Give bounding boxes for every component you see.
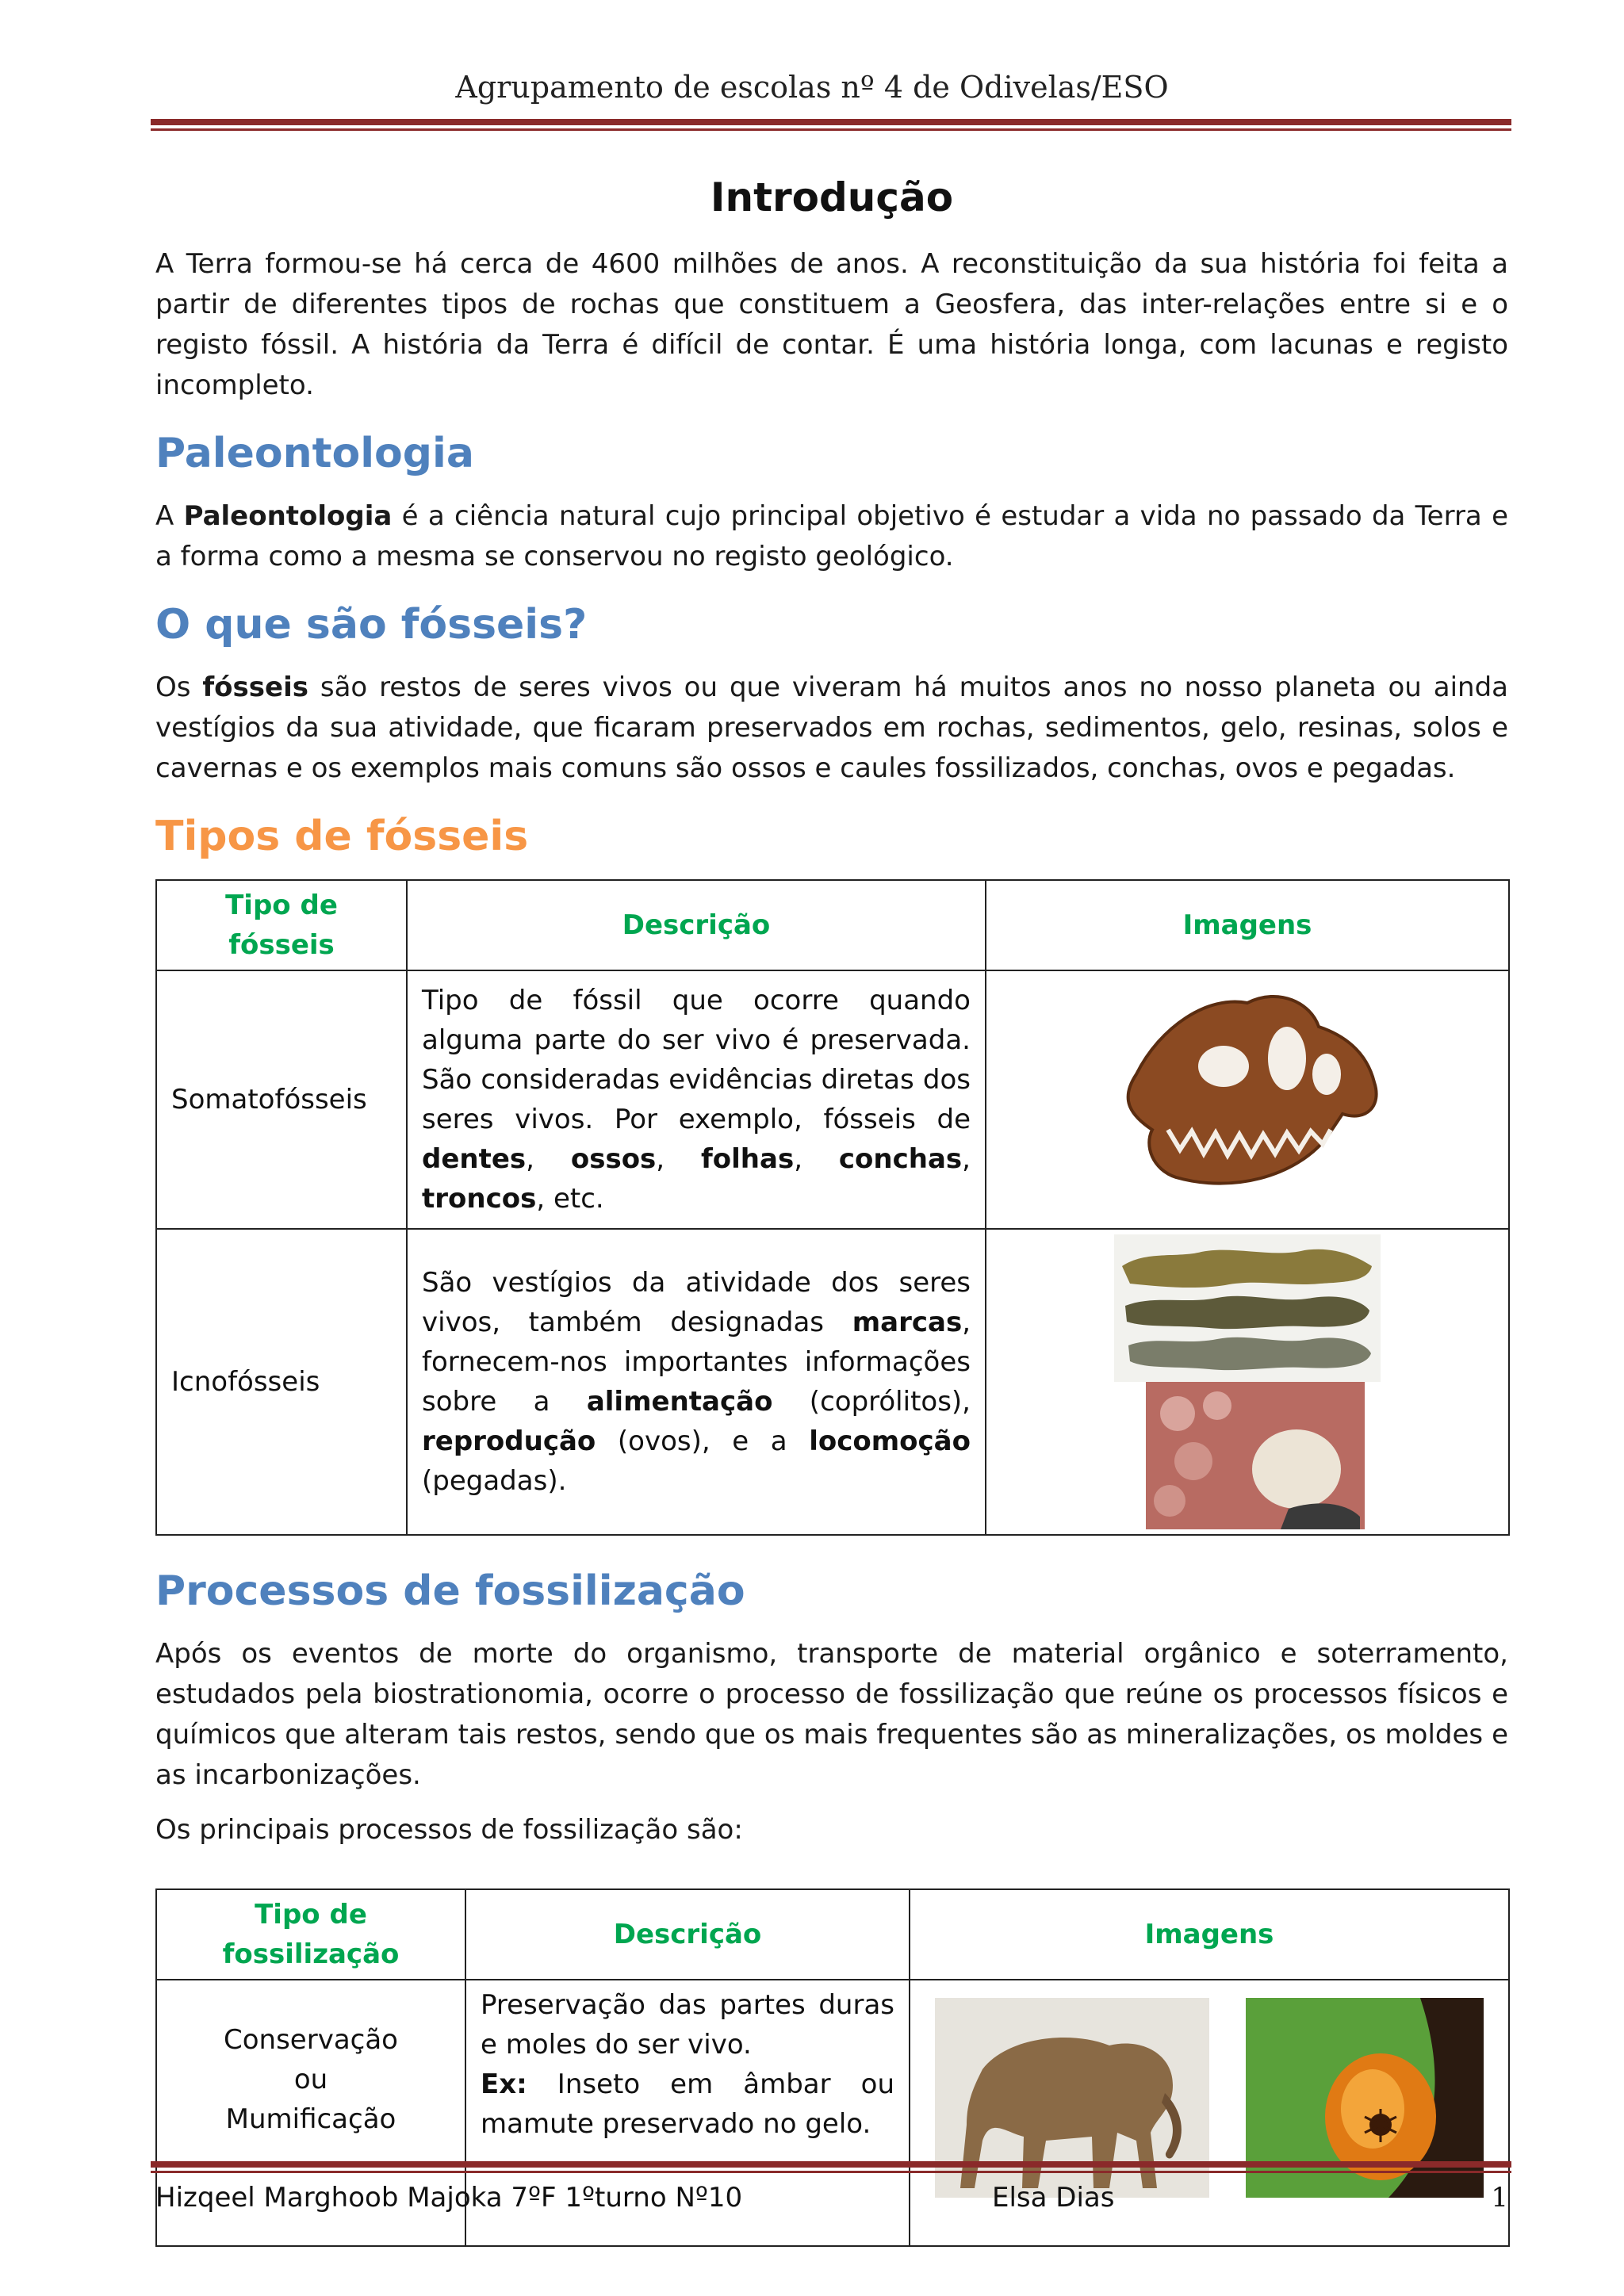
processos-heading: Processos de fossilização (155, 1567, 745, 1615)
text-span: , (962, 1143, 971, 1175)
processos-paragraph: Após os eventos de morte do organismo, transporte de material orgânico e soterramento, estudados pela biostrationomia, ocorre o processo de fossilização que reúne os processos físicos e químicos que alteram tais restos, sendo que os mais frequentes são as mineralizações, os moldes e as incarbonizações. (155, 1638, 1508, 1791)
bold-term: folhas (701, 1143, 795, 1175)
coprolites-image (1114, 1234, 1381, 1382)
page-number: 1 (1491, 2182, 1508, 2214)
intro-title: Introdução (710, 174, 954, 220)
paleontologia-heading: Paleontologia (155, 430, 474, 477)
header-rule (151, 119, 1511, 125)
amber-insect-image (1246, 1998, 1484, 2198)
bold-term: dentes (422, 1143, 527, 1175)
text-span: (pegadas). (422, 1465, 567, 1497)
bold-term: ossos (570, 1143, 657, 1175)
type-cell: Icnofósseis (156, 1229, 407, 1535)
column-header: Descrição (465, 1889, 910, 1980)
footer-rule-thin (151, 2171, 1511, 2173)
type-line: ou (293, 2064, 328, 2095)
table-header-row (156, 1889, 1509, 1980)
tipos-table (155, 879, 1510, 1536)
image-cell (986, 970, 1509, 1229)
page-header: Agrupamento de escolas nº 4 de Odivelas/ESO (455, 70, 1169, 105)
bold-term: troncos (422, 1183, 537, 1215)
document-body (155, 174, 1508, 2247)
bold-term: conchas (838, 1143, 963, 1175)
column-header: Imagens (986, 880, 1509, 970)
fosseis-heading: O que são fósseis? (155, 601, 588, 649)
type-cell: Somatofósseis (156, 970, 407, 1229)
text-span: Tipo de fóssil que ocorre quando alguma parte do ser vivo é preservada. São consideradas evidências diretas dos seres vivos. Por exemplo, fósseis de (422, 985, 971, 1135)
text-span: (ovos), e a (596, 1425, 810, 1457)
text-span: são restos de seres vivos ou que viveram há muitos anos no nosso planeta ou ainda vestígios da sua atividade, que ficaram preservados em rochas, sedimentos, gelo, resinas, solos e cavernas e os exemplos mais comuns são ossos e caules fossilizados, conchas, ovos e pegadas. (155, 672, 1508, 784)
type-line: Conservação (224, 2024, 398, 2056)
table-header-row (156, 880, 1509, 970)
description-cell (407, 970, 986, 1229)
bold-term: Paleontologia (183, 500, 393, 532)
example-label: Ex: (481, 2068, 527, 2100)
column-header: Imagens (910, 1889, 1509, 1980)
bold-term: reprodução (422, 1425, 596, 1457)
text-span: Os (155, 672, 203, 703)
column-header: Descrição (407, 880, 986, 970)
fossil-eggs-image (1146, 1382, 1365, 1529)
type-line: Mumificação (225, 2103, 396, 2135)
text-span: , fornecem-nos importantes informações sobre a (422, 1307, 971, 1418)
dinosaur-skull-image (1105, 979, 1390, 1209)
text-span: , (794, 1143, 839, 1175)
text-span: , (526, 1143, 571, 1175)
column-header: Tipo de fósseis (156, 880, 407, 970)
processos-lead: Os principais processos de fossilização são: (155, 1814, 743, 1846)
header-rule-thin (151, 128, 1511, 131)
paleontologia-paragraph (155, 496, 1508, 577)
table-row (156, 970, 1509, 1229)
footer-rule (151, 2161, 1511, 2168)
text-span: é a ciência natural cujo principal objetivo é estudar a vida no passado da Terra e a forma como a mesma se conservou no registo geológico. (155, 500, 1508, 572)
bold-term: fósseis (202, 672, 308, 703)
description-cell (407, 1229, 986, 1535)
tipos-heading: Tipos de fósseis (155, 813, 529, 860)
teacher-name: Elsa Dias (992, 2182, 1115, 2214)
bold-term: locomoção (809, 1425, 971, 1457)
text-span: A (155, 500, 184, 532)
intro-paragraph: A Terra formou-se há cerca de 4600 milhões de anos. A reconstituição da sua história foi feita a partir de diferentes tipos de rochas que constituem a Geosfera, das inter-relações entre si e o registo fóssil. A história da Terra é difícil de contar. É uma história longa, com lacunas e registo incompleto. (155, 248, 1508, 401)
text-span: Preservação das partes duras e moles do ser vivo. (481, 1989, 894, 2061)
table-row (156, 1229, 1509, 1535)
text-span: Inseto em âmbar ou mamute preservado no gelo. (481, 2068, 894, 2140)
mammoth-image (935, 1998, 1209, 2198)
text-span: , (656, 1143, 701, 1175)
column-header: Tipo de fossilização (156, 1889, 465, 1980)
student-info: Hizqeel Marghoob Majoka 7ºF 1ºturno Nº10 (155, 2182, 743, 2214)
bold-term: alimentação (586, 1386, 773, 1418)
text-span: (coprólitos), (772, 1386, 971, 1418)
bold-term: marcas (852, 1307, 963, 1338)
text-span: , etc. (536, 1183, 604, 1215)
text-span: São vestígios da atividade dos seres vivos, também designadas (422, 1267, 971, 1338)
image-cell (986, 1229, 1509, 1535)
fosseis-paragraph (155, 668, 1508, 789)
